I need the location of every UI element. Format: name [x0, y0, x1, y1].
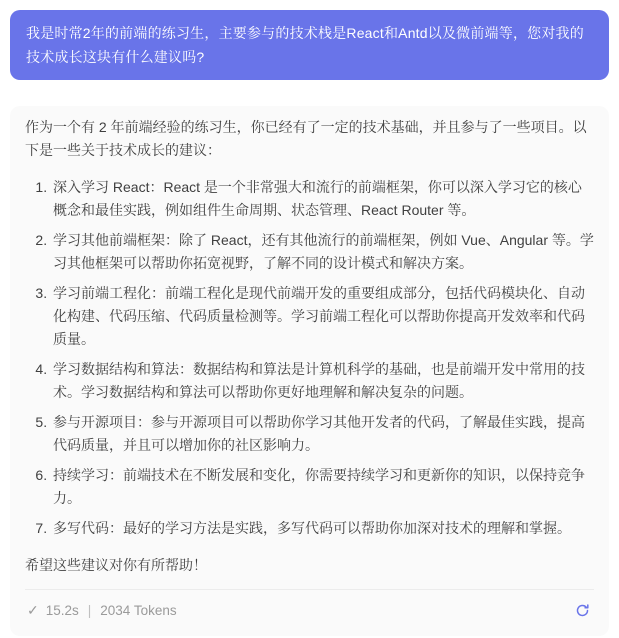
- list-item: 7. 多写代码：最好的学习方法是实践，多写代码可以帮助你加深对技术的理解和掌握。: [51, 517, 594, 540]
- list-item: 4. 学习数据结构和算法：数据结构和算法是计算机科学的基础，也是前端开发中常用的技术。学习数据结构和算法可以帮助你更好地理解和解决复杂的问题。: [51, 358, 594, 404]
- response-footer: [25, 590, 594, 630]
- duration-text: 15.2s: [45, 603, 79, 618]
- list-item: 5. 参与开源项目：参与开源项目可以帮助你学习其他开发者的代码，了解最佳实践，提高代码质量，并且可以增加你的社区影响力。: [51, 411, 594, 457]
- response-closing: 希望这些建议对你有所帮助！: [25, 557, 207, 573]
- refresh-icon: [575, 603, 590, 618]
- assistant-response-card: [10, 106, 609, 636]
- response-intro: 作为一个有 2 年前端经验的练习生，你已经有了一定的技术基础，并且参与了一些项目。以下是一些关于技术成长的建议：: [25, 119, 587, 158]
- user-message-text: 我是时常2年的前端的练习生，主要参与的技术栈是React和Antd以及微前端等，您对我的技术成长这块有什么建议吗?: [26, 25, 584, 65]
- list-item: 3. 学习前端工程化：前端工程化是现代前端开发的重要组成部分，包括代码模块化、自动化构建、代码压缩、代码质量检测等。学习前端工程化可以帮助你提高开发效率和代码质量。: [51, 282, 594, 351]
- stats-separator: |: [87, 603, 92, 618]
- suggestions-list: [25, 176, 594, 540]
- tokens-text: 2034 Tokens: [100, 603, 177, 618]
- list-item: 1. 深入学习 React：React 是一个非常强大和流行的前端框架，你可以深入学习它的核心概念和最佳实践，例如组件生命周期、状态管理、React Router 等。: [51, 176, 594, 222]
- list-item: 6. 持续学习：前端技术在不断发展和变化，你需要持续学习和更新你的知识，以保持竞争力。: [51, 464, 594, 510]
- response-stats: [27, 599, 177, 622]
- list-item: 2. 学习其他前端框架：除了 React，还有其他流行的前端框架，例如 Vue、Angular 等。学习其他框架可以帮助你拓宽视野，了解不同的设计模式和解决方案。: [51, 229, 594, 275]
- check-icon: ✓: [27, 602, 39, 618]
- user-message-bubble: [10, 10, 609, 80]
- regenerate-button[interactable]: [573, 601, 592, 620]
